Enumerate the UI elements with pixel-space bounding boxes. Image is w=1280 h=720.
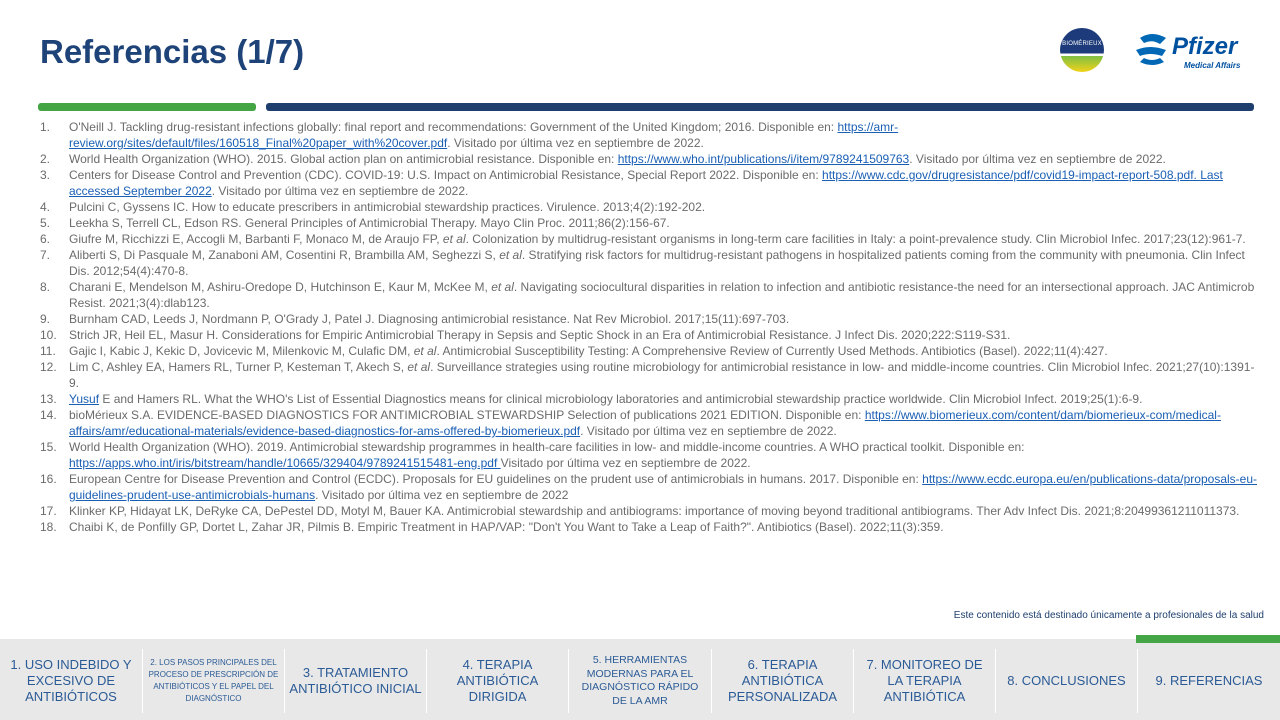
reference-et-al: et al bbox=[407, 360, 431, 374]
reference-item bbox=[40, 119, 1262, 151]
reference-text: Pulcini C, Gyssens IC. How to educate prescribers in antimicrobial stewardship practices. Virulence. 2013;4(2):192-202. bbox=[69, 200, 706, 214]
nav-section-1[interactable]: 1. USO INDEBIDO Y EXCESIVO DE ANTIBIÓTICOS bbox=[0, 649, 143, 713]
reference-text: Klinker KP, Hidayat LK, DeRyke CA, DePestel DD, Motyl M, Bauer KA. Antimicrobial stewardship and antibiograms: importance of moving beyond traditional antibiograms. Ther Adv Infect Dis. 2021;8:20499361211011373. bbox=[69, 504, 1240, 518]
reference-text: World Health Organization (WHO). 2019. Antimicrobial stewardship programmes in health-care facilities in low- and middle-income countries. A WHO practical toolkit. Disponible en: bbox=[69, 440, 1025, 454]
nav-section-9[interactable]: 9. REFERENCIAS bbox=[1155, 673, 1263, 688]
reference-text: . Visitado por última vez en septiembre de 2022. bbox=[909, 152, 1166, 166]
reference-text: Visitado por última vez en septiembre de 2022. bbox=[500, 456, 751, 470]
reference-number: 15. bbox=[40, 440, 57, 454]
reference-item bbox=[40, 279, 1262, 311]
reference-text: Lim C, Ashley EA, Hamers RL, Turner P, Kesteman T, Akech S, bbox=[69, 360, 408, 374]
reference-link[interactable]: Yusuf bbox=[69, 392, 100, 406]
reference-item bbox=[40, 471, 1262, 503]
reference-text: Centers for Disease Control and Prevention (CDC). COVID-19: U.S. Impact on Antimicrobial Resistance, Special Report 2022. Disponible en: bbox=[69, 168, 823, 182]
reference-number: 4. bbox=[40, 200, 51, 214]
reference-link[interactable]: https://www.biomerieux.com/content/dam/biomerieux-com/medical-affairs/amr/educational-materials/evidence-based-diagnostics-for-ams-offered-by-biomerieux.pdf bbox=[69, 408, 1221, 438]
biomerieux-logo bbox=[1060, 28, 1104, 72]
reference-text: O'Neill J. Tackling drug-resistant infections globally: final report and recommendations: Government of the United Kingdom; 2016. Disponible en: bbox=[69, 120, 838, 134]
reference-number: 9. bbox=[40, 312, 51, 326]
reference-text: bioMérieux S.A. EVIDENCE-BASED DIAGNOSTICS FOR ANTIMICROBIAL STEWARDSHIP Selection of publications 2021 EDITION. Disponible en: bbox=[69, 408, 865, 422]
reference-number: 5. bbox=[40, 216, 51, 230]
reference-text: . Visitado por última vez en septiembre de 2022. bbox=[211, 184, 469, 198]
reference-text: Gajic I, Kabic J, Kekic D, Jovicevic M, Milenkovic M, Culafic DM, bbox=[69, 344, 414, 358]
reference-item bbox=[40, 215, 1262, 231]
reference-link[interactable]: https://www.ecdc.europa.eu/en/publications-data/proposals-eu-guidelines-prudent-use-antimicrobials-humans bbox=[69, 472, 1258, 502]
pfizer-logo bbox=[1132, 28, 1257, 74]
reference-text: Charani E, Mendelson M, Ashiru-Oredope D, Hutchinson E, Kaur M, McKee M, bbox=[69, 280, 492, 294]
reference-number: 10. bbox=[40, 328, 57, 342]
reference-link[interactable]: https://amr-review.org/sites/default/files/160518_Final%20paper_with%20cover.pdf bbox=[69, 120, 899, 150]
disclaimer: Este contenido está destinado únicamente a profesionales de la salud bbox=[953, 610, 1264, 621]
reference-text: European Centre for Disease Prevention and Control (ECDC). Proposals for EU guidelines on the prudent use of antimicrobials in humans. 2017. Disponible en: bbox=[69, 472, 923, 486]
pfizer-logo-name: Pfizer bbox=[1172, 33, 1238, 60]
reference-item bbox=[40, 439, 1262, 471]
reference-link[interactable]: https://www.who.int/publications/i/item/9789241509763 bbox=[617, 152, 910, 166]
reference-text: . Visitado por última vez en septiembre de 2022 bbox=[315, 488, 569, 502]
reference-text: . Visitado por última vez en septiembre de 2022. bbox=[447, 136, 704, 150]
reference-text: Leekha S, Terrell CL, Edson RS. General Principles of Antimicrobial Therapy. Mayo Clin Proc. 2011;86(2):156-67. bbox=[69, 216, 670, 230]
reference-item bbox=[40, 167, 1262, 199]
reference-number: 6. bbox=[40, 232, 51, 246]
reference-item bbox=[40, 407, 1262, 439]
reference-item bbox=[40, 359, 1262, 391]
reference-number: 13. bbox=[40, 392, 57, 406]
reference-number: 1. bbox=[40, 120, 51, 134]
reference-text: . Surveillance strategies using routine microbiology for antimicrobial resistance in low- and middle-income countries. Clin Microbiol Infec. 2021;27(10):1391-9. bbox=[69, 360, 1255, 390]
reference-et-al: et al bbox=[491, 280, 514, 294]
reference-text: Aliberti S, Di Pasquale M, Zanaboni AM, Cosentini R, Brambilla AM, Seghezzi S, bbox=[69, 248, 500, 262]
reference-et-al: et al bbox=[413, 344, 437, 358]
reference-number: 3. bbox=[40, 168, 51, 182]
reference-list bbox=[40, 119, 1262, 535]
reference-number: 11. bbox=[40, 344, 56, 358]
nav-section-2[interactable]: 2. LOS PASOS PRINCIPALES DEL PROCESO DE PRESCRIPCIÓN DE ANTIBIÓTICOS Y EL PAPEL DEL DIAGNÓSTICO bbox=[143, 649, 285, 713]
reference-text: . Antimicrobial Susceptibility Testing: A Comprehensive Review of Currently Used Methods. Antibiotics (Basel). 2022;11(4):427. bbox=[436, 344, 1108, 358]
reference-text: . Colonization by multidrug-resistant organisms in long-term care facilities in Italy: a point-prevalence study. Clin Microbiol Infec. 2017;23(12):961-7. bbox=[465, 232, 1246, 246]
active-section-indicator bbox=[1136, 635, 1280, 643]
nav-section-3[interactable]: 3. TRATAMIENTO ANTIBIÓTICO INICIAL bbox=[285, 649, 427, 713]
nav-section-7[interactable]: 7. MONITOREO DE LA TERAPIA ANTIBIÓTICA bbox=[854, 649, 996, 713]
reference-et-al: et al bbox=[442, 232, 466, 246]
pfizer-mark-icon bbox=[1132, 28, 1172, 74]
nav-section-8[interactable]: 8. CONCLUSIONES bbox=[996, 649, 1138, 713]
title-accent-bar-navy bbox=[266, 103, 1254, 111]
reference-item bbox=[40, 503, 1262, 519]
section-navigation-bar bbox=[0, 639, 1280, 720]
reference-number: 14. bbox=[40, 408, 57, 422]
reference-number: 7. bbox=[40, 248, 51, 262]
reference-text: Giufre M, Ricchizzi E, Accogli M, Barbanti F, Monaco M, de Araujo FP, bbox=[69, 232, 443, 246]
reference-item bbox=[40, 199, 1262, 215]
reference-text: Burnham CAD, Leeds J, Nordmann P, O'Grady J, Patel J. Diagnosing antimicrobial resistance. Nat Rev Microbiol. 2017;15(11):697-703. bbox=[69, 312, 790, 326]
reference-number: 18. bbox=[40, 520, 57, 534]
reference-item bbox=[40, 151, 1262, 167]
reference-text: E and Hamers RL. What the WHO's List of Essential Diagnostics means for clinical microbiology laboratories and antimicrobial stewardship practice worldwide. Clin Microbiol Infect. 2019;25(1):6-9. bbox=[99, 392, 1143, 406]
reference-number: 17. bbox=[40, 504, 57, 518]
reference-number: 16. bbox=[40, 472, 57, 486]
nav-section-6[interactable]: 6. TERAPIA ANTIBIÓTICA PERSONALIZADA bbox=[712, 649, 854, 713]
reference-link[interactable]: https://www.cdc.gov/drugresistance/pdf/covid19-impact-report-508.pdf. Last accessed September 2022 bbox=[69, 168, 1223, 198]
reference-text: . Visitado por última vez en septiembre de 2022. bbox=[580, 424, 837, 438]
page-title: Referencias (1/7) bbox=[40, 33, 305, 70]
nav-section-5[interactable]: 5. HERRAMIENTAS MODERNAS PARA EL DIAGNÓSTICO RÁPIDO DE LA AMR bbox=[569, 649, 712, 713]
reference-item bbox=[40, 311, 1262, 327]
reference-item bbox=[40, 247, 1262, 279]
reference-text: Strich JR, Heil EL, Masur H. Considerations for Empiric Antimicrobial Therapy in Sepsis and Septic Shock in an Era of Antimicrobial Resistance. J Infect Dis. 2020;222:S119-S31. bbox=[69, 328, 1011, 342]
reference-item bbox=[40, 391, 1262, 407]
reference-text: . Navigating sociocultural disparities in relation to infection and antibiotic resistance-the need for an intersectional approach. JAC Antimicrob Resist. 2021;3(4):dlab123. bbox=[69, 280, 1255, 310]
reference-item bbox=[40, 343, 1262, 359]
reference-number: 12. bbox=[40, 360, 57, 374]
biomerieux-logo-text: BIOMÉRIEUX bbox=[1062, 41, 1102, 47]
reference-et-al: et al bbox=[499, 248, 522, 262]
pfizer-logo-subtitle: Medical Affairs bbox=[1184, 61, 1241, 70]
reference-item bbox=[40, 519, 1262, 535]
reference-item bbox=[40, 327, 1262, 343]
title-accent-bar-green bbox=[38, 103, 256, 111]
reference-text: . Stratifying risk factors for multidrug-resistant pathogens in hospitalized patients coming from the community with pneumonia. Clin Infect Dis. 2012;54(4):470-8. bbox=[69, 248, 1245, 278]
reference-text: World Health Organization (WHO). 2015. Global action plan on antimicrobial resistance. Disponible en: bbox=[69, 152, 618, 166]
reference-number: 8. bbox=[40, 280, 51, 294]
reference-number: 2. bbox=[40, 152, 51, 166]
reference-link[interactable]: https://apps.who.int/iris/bitstream/handle/10665/329404/9789241515481-eng.pdf bbox=[69, 456, 501, 470]
reference-item bbox=[40, 231, 1262, 247]
reference-text: Chaibi K, de Ponfilly GP, Dortet L, Zahar JR, Pilmis B. Empiric Treatment in HAP/VAP: "Don't You Want to Take a Leap of Faith?". Antibiotics (Basel). 2022;11(3):359. bbox=[69, 520, 944, 534]
nav-section-4[interactable]: 4. TERAPIA ANTIBIÓTICA DIRIGIDA bbox=[427, 649, 569, 713]
